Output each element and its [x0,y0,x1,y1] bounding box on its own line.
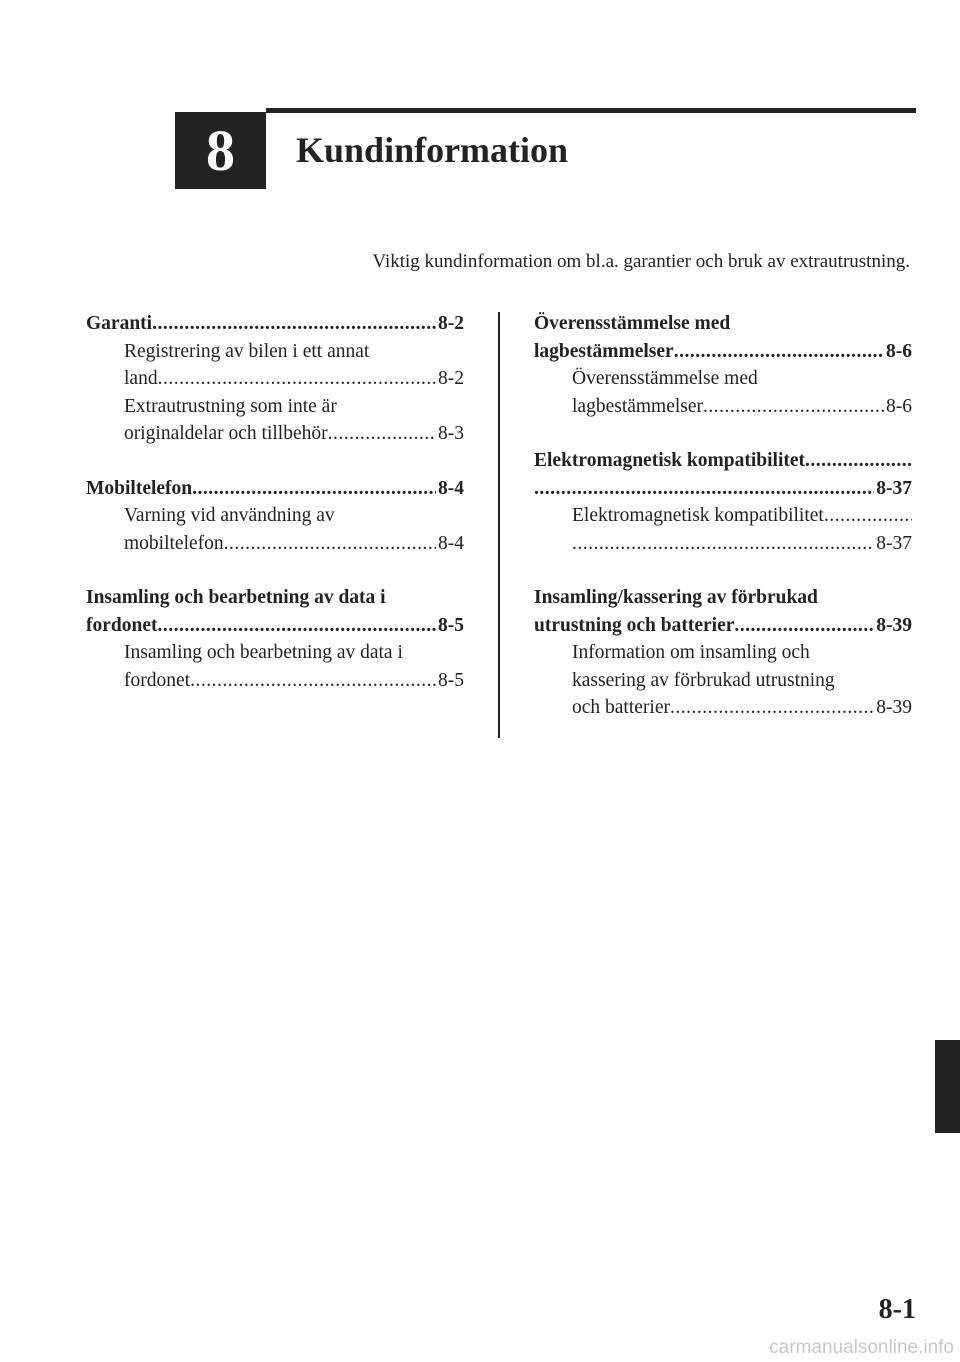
toc-group [534,584,912,722]
toc-entry-text: fordonet [86,614,158,636]
toc-page-ref: 8-39 [876,614,912,636]
toc-leader-dots [152,310,436,338]
toc-subentry-line[interactable] [86,420,464,448]
toc-heading-line[interactable] [534,310,912,338]
toc-entry-text: mobiltelefon [124,532,224,554]
toc-entry-text: Varning vid användning av [124,505,335,526]
toc-subentry-line[interactable] [86,639,464,667]
toc-leader-dots [158,365,436,393]
chapter-number-box [175,112,266,189]
toc-group [86,310,464,448]
toc-subentry-line[interactable] [534,393,912,421]
chapter-header-rule [266,108,916,113]
toc-page-ref: 8-37 [876,532,912,554]
toc-group [86,475,464,558]
toc-heading-line[interactable] [534,338,912,366]
toc-entry-text: Extrautrustning som inte är [124,395,337,417]
chapter-number: 8 [206,118,235,183]
toc-right-column [534,310,912,749]
toc-page-ref: 8-5 [438,614,464,636]
toc-leader-dots [703,393,884,421]
toc-leader-dots [572,530,874,558]
toc-subentry-line[interactable] [86,365,464,393]
toc-left-column [86,310,464,721]
toc-heading-line[interactable] [86,584,464,612]
chapter-side-tab [935,1040,960,1133]
toc-heading-line[interactable] [534,447,912,475]
toc-heading-line[interactable] [534,612,912,640]
toc-subentry-line[interactable] [534,667,912,695]
toc-entry-text: och batterier [572,697,670,718]
toc-subentry-line[interactable] [86,393,464,421]
toc-entry-text: Garanti [86,313,153,334]
toc-entry-text: Insamling/kassering av förbrukad [534,587,818,608]
toc-group [534,447,912,557]
toc-leader-dots [805,447,912,475]
toc-subentry-line[interactable] [86,338,464,366]
toc-leader-dots [674,338,884,366]
toc-entry-text: Elektromagnetisk kompatibilitet [572,505,824,526]
toc-page-ref: 8-2 [438,368,464,389]
toc-entry-text: Mobiltelefon [86,477,193,499]
toc-entry-text: lagbestämmelser [572,395,704,417]
toc-leader-dots [534,475,874,503]
toc-page-ref: 8-6 [886,340,912,362]
toc-page-ref: 8-3 [438,423,464,444]
toc-entry-text: Överensstämmelse med [572,368,758,389]
toc-entry-text: originaldelar och tillbehör [124,423,328,444]
toc-entry-text: land [124,368,158,389]
watermark: carmanualsonline.info [769,1337,954,1358]
toc-subentry-line[interactable] [534,694,912,722]
toc-subentry-line[interactable] [534,530,912,558]
toc-group [86,584,464,694]
toc-leader-dots [824,502,912,530]
toc-page-ref: 8-2 [438,313,464,334]
toc-leader-dots [734,612,874,640]
toc-group [534,310,912,420]
toc-subentry-line[interactable] [86,502,464,530]
toc-page-ref: 8-39 [876,697,912,718]
toc-subentry-line[interactable] [534,639,912,667]
toc-page-ref: 8-37 [876,477,912,499]
toc-leader-dots [190,667,436,695]
column-divider [498,312,500,738]
toc-entry-text: fordonet [124,669,191,691]
toc-heading-line[interactable] [86,612,464,640]
toc-subentry-line[interactable] [534,365,912,393]
toc-page-ref: 8-5 [438,669,464,691]
toc-subentry-line[interactable] [534,502,912,530]
toc-leader-dots [158,612,437,640]
toc-entry-text: kassering av förbrukad utrustning [572,669,835,691]
toc-leader-dots [192,475,436,503]
toc-entry-text: lagbestämmelser [534,340,674,362]
toc-leader-dots [670,694,874,722]
toc-entry-text: Registrering av bilen i ett annat [124,340,370,362]
toc-entry-text: Insamling och bearbetning av data i [86,587,386,608]
toc-entry-text: Insamling och bearbetning av data i [124,642,403,663]
toc-entry-text: utrustning och batterier [534,614,735,636]
toc-heading-line[interactable] [534,584,912,612]
toc-page-ref: 8-4 [438,532,464,554]
page-number: 8-1 [878,1294,916,1325]
toc-leader-dots [328,420,436,448]
toc-entry-text: Elektromagnetisk kompatibilitet [534,450,806,471]
toc-page-ref: 8-4 [438,477,464,499]
toc-heading-line[interactable] [86,310,464,338]
chapter-subtitle: Viktig kundinformation om bl.a. garantier och bruk av extrautrustning. [372,251,910,272]
toc-leader-dots [224,530,436,558]
toc-heading-line[interactable] [534,475,912,503]
toc-subentry-line[interactable] [86,530,464,558]
toc-heading-line[interactable] [86,475,464,503]
toc-entry-text: Information om insamling och [572,642,810,663]
toc-page-ref: 8-6 [886,395,912,417]
chapter-title: Kundinformation [296,130,569,170]
toc-entry-text: Överensstämmelse med [534,313,731,334]
toc-subentry-line[interactable] [86,667,464,695]
